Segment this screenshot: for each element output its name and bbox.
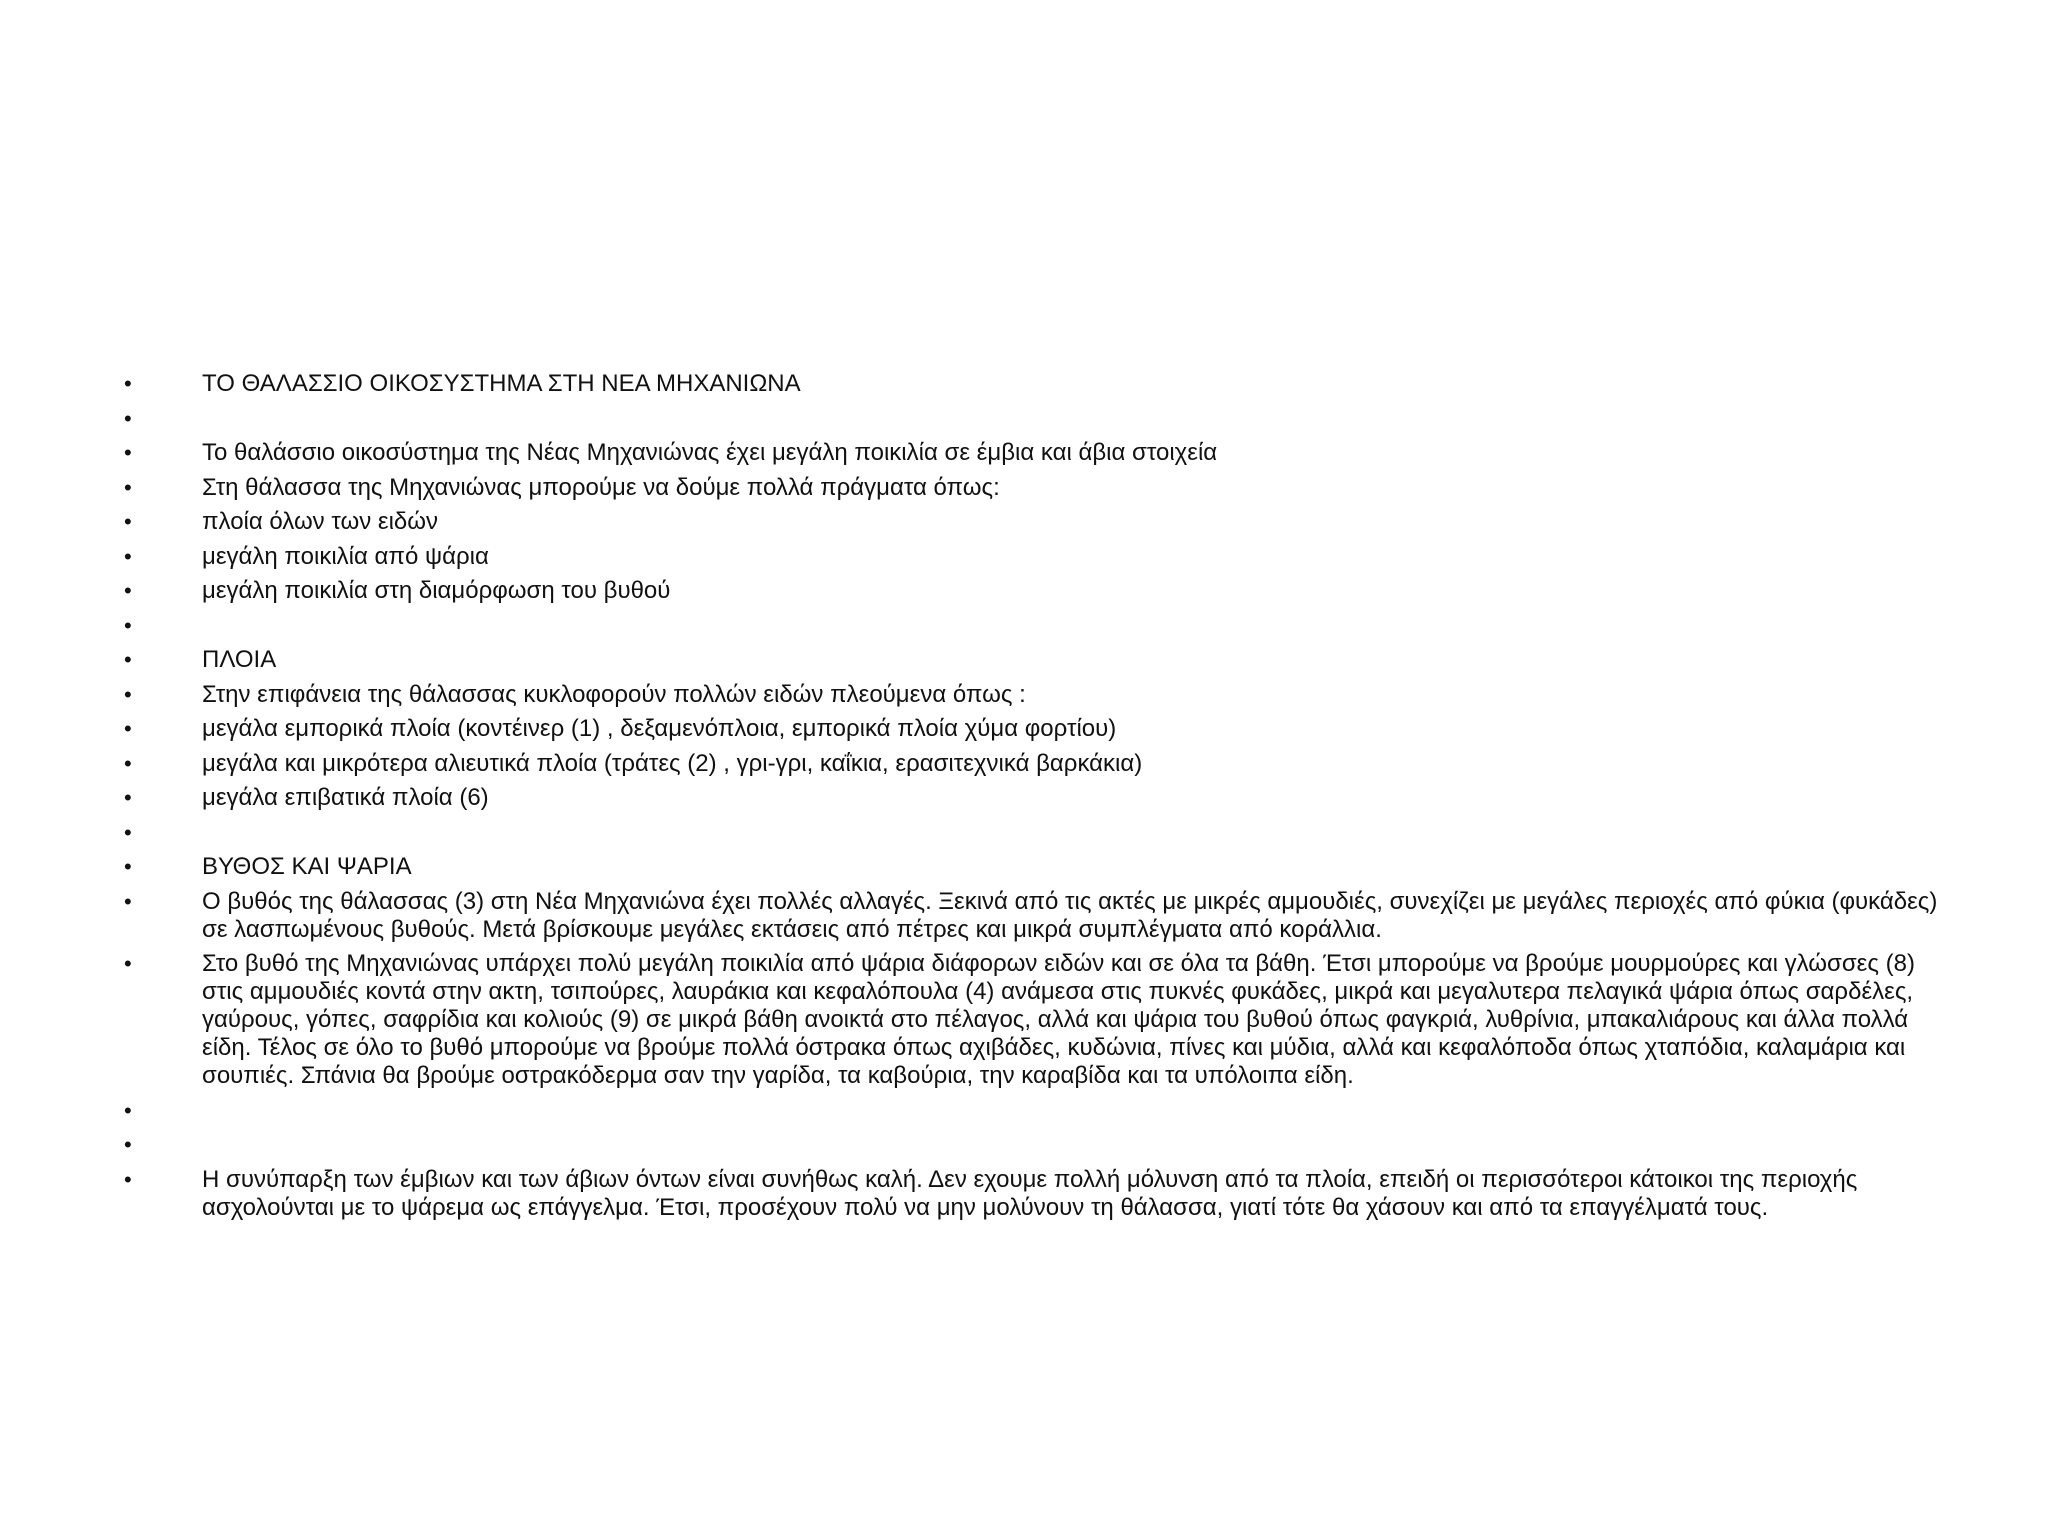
list-item: [120, 1097, 1960, 1125]
list-item-text: μεγάλα και μικρότερα αλιευτικά πλοία (τράτες (2) , γρι-γρι, καΐκια, ερασιτεχνικά βαρκάκια): [202, 749, 1143, 777]
list-item-text: μεγάλη ποικιλία στη διαμόρφωση του βυθού: [202, 577, 671, 604]
bullet-icon: •: [124, 440, 132, 465]
bullet-icon: •: [124, 647, 132, 672]
list-item: [120, 1131, 1960, 1159]
bullet-icon: •: [124, 819, 132, 845]
bullet-icon: •: [124, 578, 132, 603]
bullet-icon: •: [124, 1097, 132, 1123]
list-item: [120, 819, 1960, 847]
bullet-icon: •: [124, 785, 132, 810]
list-item: [120, 439, 1960, 467]
bullet-icon: •: [124, 1132, 132, 1157]
list-item: [120, 750, 1960, 778]
list-item-text: ΒΥΘΟΣ ΚΑΙ ΨΑΡΙΑ: [202, 853, 412, 880]
bullet-icon: •: [124, 716, 132, 741]
list-item-text: Ο βυθός της θάλασσας (3) στη Νέα Μηχανιώνα έχει πολλές αλλαγές. Ξεκινά από τις ακτές με μικρές αμμουδιές, συνεχίζει με μεγάλες περιοχές από φύκια (φυκάδες) σε λασπωμένους βυθούς. Μετά βρίσκουμε μεγάλες εκτάσεις από πέτρες και μικρά συμπλέγματα από κοράλλια.: [202, 887, 1938, 943]
bullet-icon: •: [124, 405, 132, 431]
list-item-text: μεγάλα εμπορικά πλοία (κοντέινερ (1) , δεξαμενόπλοια, εμπορικά πλοία χύμα φορτίου): [202, 715, 1117, 742]
list-item: [120, 784, 1960, 812]
list-item-text: Στην επιφάνεια της θάλασσας κυκλοφορούν πολλών ειδών πλεούμενα όπως :: [202, 680, 1026, 708]
list-item-text: ΠΛΟΙΑ: [202, 646, 277, 673]
bullet-icon: •: [124, 612, 132, 638]
list-item: [120, 577, 1960, 605]
list-item: [120, 681, 1960, 709]
list-item: [120, 612, 1960, 640]
list-item-text: Στη θάλασσα της Μηχανιώνας μπορούμε να δούμε πολλά πράγματα όπως:: [202, 473, 1000, 501]
bullet-icon: •: [124, 951, 132, 976]
list-item-text: πλοία όλων των ειδών: [202, 508, 439, 535]
bullet-icon: •: [124, 1166, 132, 1192]
list-item: [120, 646, 1960, 674]
bullet-icon: •: [124, 543, 132, 569]
list-item-text: μεγάλη ποικιλία από ψάρια: [202, 542, 489, 570]
list-item: [120, 405, 1960, 433]
list-item: [120, 950, 1960, 1090]
list-item: [120, 474, 1960, 502]
list-item-text: Στο βυθό της Μηχανιώνας υπάρχει πολύ μεγάλη ποικιλία από ψάρια διάφορων ειδών και σε όλα τα βάθη. Έτσι μπορούμε να βρούμε μουρμούρες και γλώσσες (8) στις αμμουδιές κοντά στην ακτη, τσιπούρες, λαυράκια και κεφαλόπουλα (4) ανάμεσα στις πυκνές φυκάδες, μικρά και μεγαλυτερα πελαγικά ψάρια όπως σαρδέλες, γαύρους, γόπες, σαφρίδια και κολιούς (9) σε μικρά βάθη ανοικτά στο πέλαγος, αλλά και ψάρια του βυθού όπως φαγκριά, λυθρίνια, μπακαλιάρους και άλλα πολλά είδη. Τέλος σε όλο το βυθό μπορούμε να βρούμε πολλά όστρακα όπως αχιβάδες, κυδώνια, πίνες και μύδια, αλλά και κεφαλόποδα όπως χταπόδια, καλαμάρια και σουπιές. Σπάνια θα βρούμε οστρακόδερμα σαν την γαρίδα, τα καβούρια, την καραβίδα και τα υπόλοιπα είδη.: [202, 950, 1915, 1089]
list-item: [120, 508, 1960, 536]
list-item: [120, 543, 1960, 571]
bullet-icon: •: [124, 371, 132, 396]
bullet-icon: •: [124, 681, 132, 707]
bullet-icon: •: [124, 509, 132, 534]
list-item-text: Το θαλάσσιο οικοσύστημα της Νέας Μηχανιώνας έχει μεγάλη ποικιλία σε έμβια και άβια στοιχεία: [202, 439, 1218, 466]
bullet-list: [120, 370, 1960, 1228]
bullet-icon: •: [124, 888, 132, 914]
bullet-icon: •: [124, 750, 132, 776]
list-item: [120, 853, 1960, 881]
list-item: [120, 370, 1960, 398]
list-item-text: μεγάλα επιβατικά πλοία (6): [202, 784, 489, 811]
list-item: [120, 715, 1960, 743]
bullet-icon: •: [124, 474, 132, 500]
list-item: [120, 888, 1960, 944]
list-item: [120, 1166, 1960, 1222]
list-item-text: ΤΟ ΘΑΛΑΣΣΙΟ ΟΙΚΟΣΥΣΤΗΜΑ ΣΤΗ ΝΕΑ ΜΗΧΑΝΙΩΝΑ: [202, 370, 801, 397]
bullet-icon: •: [124, 854, 132, 879]
list-item-text: Η συνύπαρξη των έμβιων και των άβιων όντων είναι συνήθως καλή. Δεν εχουμε πολλή μόλυνση από τα πλοία, επειδή οι περισσότεροι κάτοικοι της περιοχής ασχολούνται με το ψάρεμα ως επάγγελμα. Έτσι, προσέχουν πολύ να μην μολύνουν τη θάλασσα, γιατί τότε θα χάσουν και από τα επαγγέλματά τους.: [202, 1165, 1858, 1221]
